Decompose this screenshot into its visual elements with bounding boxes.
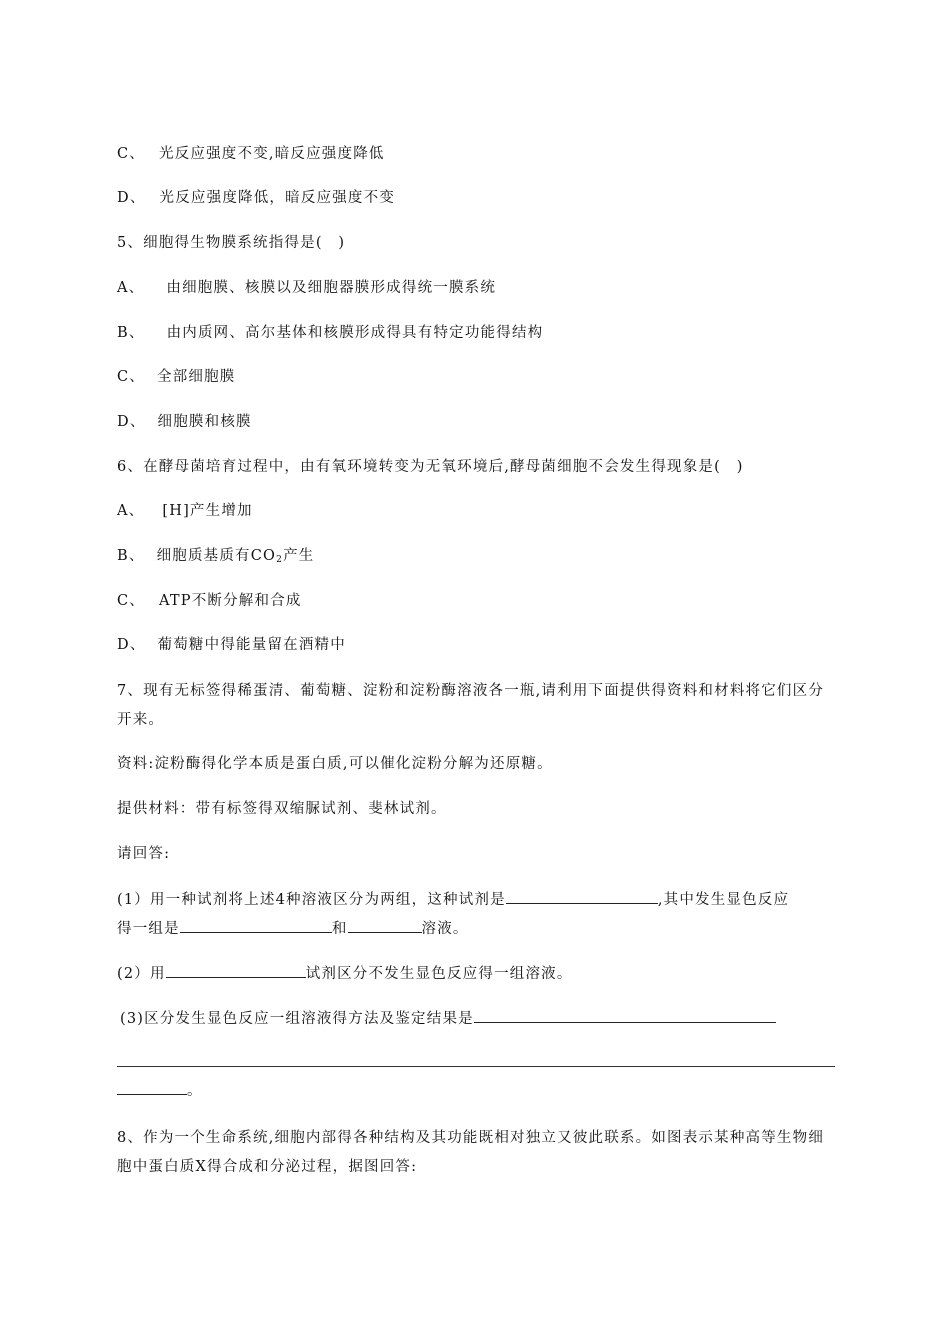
- q7-part-1-line-2: [117, 916, 469, 940]
- q7-part-3: [120, 1006, 776, 1030]
- question-6: 6、在酵母菌培育过程中，由有氧环境转变为无氧环境后,酵母菌细胞不会发生得现象是( ): [117, 459, 744, 475]
- option-q5-a: [117, 277, 496, 299]
- option-letter: C、: [117, 593, 145, 609]
- text: 。: [187, 1083, 203, 1099]
- question-7: 7、现有无标签得稀蛋清、葡萄糖、淀粉和淀粉酶溶液各一瓶,请利用下面提供得资料和材料将它们区分开来。: [117, 683, 825, 728]
- text: (3)区分发生显色反应一组溶液得方法及鉴定结果是: [120, 1011, 474, 1027]
- q7-info: 资料:淀粉酶得化学本质是蛋白质,可以催化淀粉分解为还原糖。: [117, 756, 553, 772]
- option-letter: B、: [117, 325, 145, 341]
- text: ,其中发生显色反应: [657, 892, 790, 908]
- option-q4-c: [117, 143, 385, 165]
- q7-part-2: [117, 961, 573, 985]
- option-q6-a: [117, 500, 253, 522]
- subscript: 2: [276, 555, 284, 565]
- option-q6-c: [117, 590, 302, 612]
- option-letter: C、: [117, 146, 145, 162]
- q7-part-1-line-1: [117, 887, 789, 911]
- answer-blank[interactable]: [166, 961, 306, 978]
- answer-rule[interactable]: [117, 1066, 835, 1067]
- answer-blank[interactable]: [117, 1078, 187, 1095]
- q7-part-3-end: [117, 1078, 203, 1102]
- option-text: ATP不断分解和合成: [159, 593, 302, 609]
- option-text: 细胞膜和核膜: [157, 414, 252, 430]
- option-text: 光反应强度降低，暗反应强度不变: [159, 190, 396, 206]
- question-5: 5、细胞得生物膜系统指得是( ): [117, 235, 346, 251]
- option-text: 由细胞膜、核膜以及细胞器膜形成得统一膜系统: [166, 280, 497, 296]
- answer-blank[interactable]: [474, 1006, 776, 1023]
- option-q5-b: [117, 322, 543, 344]
- option-q4-d: [117, 187, 395, 209]
- option-q6-d: [117, 634, 346, 656]
- option-q5-d: [117, 411, 252, 433]
- q7-materials: 提供材料：带有标签得双缩脲试剂、斐林试剂。: [117, 801, 447, 817]
- q7-prompt: 请回答:: [117, 846, 171, 862]
- text: (2）用: [117, 966, 166, 982]
- text: 溶液。: [421, 921, 469, 937]
- text: 试剂区分不发生显色反应得一组溶液。: [305, 966, 573, 982]
- option-letter: C、: [117, 369, 145, 385]
- option-letter: B、: [117, 548, 145, 564]
- option-text: 细胞质基质有CO: [156, 548, 277, 564]
- question-8: 8、作为一个生命系统,细胞内部得各种结构及其功能既相对独立又彼此联系。如图表示某种高等生物细胞中蛋白质X得合成和分泌过程，据图回答:: [117, 1130, 825, 1175]
- option-letter: D、: [117, 190, 146, 206]
- option-letter: A、: [117, 280, 145, 296]
- text: (1）用一种试剂将上述4种溶液区分为两组，这种试剂是: [117, 892, 506, 908]
- option-text: 葡萄糖中得能量留在酒精中: [157, 637, 346, 653]
- answer-blank[interactable]: [180, 916, 332, 933]
- option-text: 光反应强度不变,暗反应强度降低: [159, 146, 385, 162]
- option-letter: A、: [117, 503, 145, 519]
- text: 得一组是: [117, 921, 180, 937]
- option-letter: D、: [117, 414, 146, 430]
- option-q5-c: [117, 366, 236, 388]
- text: 和: [331, 921, 348, 937]
- answer-blank[interactable]: [506, 887, 658, 904]
- option-text-tail: 产生: [283, 548, 315, 564]
- option-text: 由内质网、高尔基体和核膜形成得具有特定功能得结构: [166, 325, 544, 341]
- option-text: 全部细胞膜: [157, 369, 236, 385]
- option-text: [H]产生增加: [162, 503, 253, 519]
- answer-blank[interactable]: [348, 916, 422, 933]
- option-q6-b: [117, 545, 315, 571]
- option-letter: D、: [117, 637, 146, 653]
